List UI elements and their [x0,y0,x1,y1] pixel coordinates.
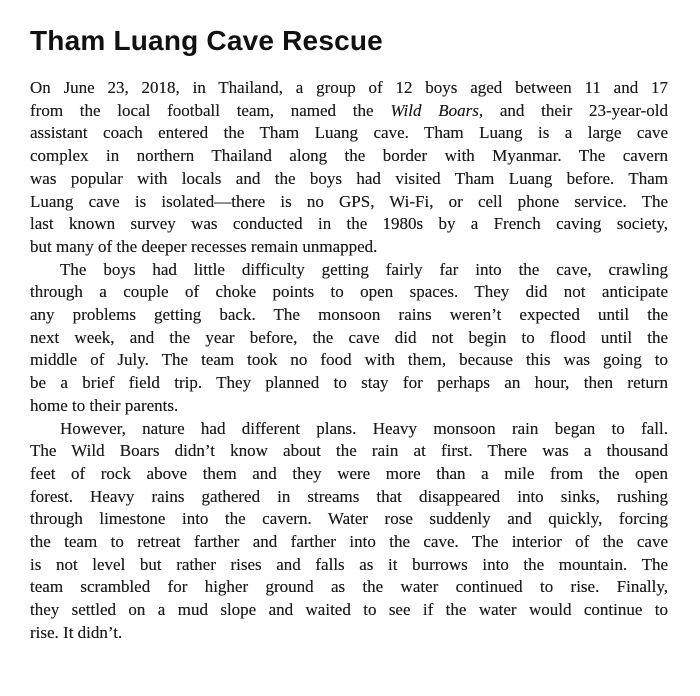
text-segment: they settled on a mud slope and waited to see if the water would continue to [30,600,668,620]
text-segment: rise. It didn’t. [30,622,123,642]
text-segment: team scrambled for higher ground as the water continued to rise. Finally, [30,577,668,597]
text-segment: was popular with locals and the boys had visited Tham Luang before. Tham [30,168,668,188]
text-segment: forest. Heavy rains gathered in streams that disappeared into sinks, rushing [30,486,668,506]
text-segment: but many of the deeper recesses remain unmapped. [30,236,378,256]
text-segment: through a couple of choke points to open spaces. They did not anticipate [30,282,668,302]
text-line [30,327,668,350]
text-line [30,213,668,236]
paragraph [30,259,668,418]
text-line [30,281,668,304]
text-line [30,259,668,282]
text-line [30,418,668,441]
document-body [30,77,668,645]
text-line [30,576,668,599]
text-segment: next week, and the year before, the cave did not begin to flood until the [30,327,668,347]
text-line [30,145,668,168]
text-line [30,100,668,123]
text-segment: through limestone into the cavern. Water rose suddenly and quickly, forcing [30,509,668,529]
text-line [30,77,668,100]
italic-text: Wild Boars [390,100,479,120]
text-segment: middle of July. The team took no food with them, because this was going to [30,350,668,370]
text-line [30,554,668,577]
text-line [30,372,668,395]
text-segment: Luang cave is isolated—there is no GPS, Wi-Fi, or cell phone service. The [30,191,668,211]
text-segment: assistant coach entered the Tham Luang cave. Tham Luang is a large cave [30,123,668,143]
text-line [30,191,668,214]
text-line [30,531,668,554]
text-segment: is not level but rather rises and falls as it burrows into the mountain. The [30,554,668,574]
text-segment: The boys had little difficulty getting fairly far into the cave, crawling [60,259,668,279]
text-line [30,349,668,372]
text-segment: be a brief field trip. They planned to stay for perhaps an hour, then return [30,373,668,393]
paragraph [30,418,668,645]
text-segment: last known survey was conducted in the 1980s by a French caving society, [30,214,668,234]
text-segment: the team to retreat farther and farther into the cave. The interior of the cave [30,532,668,552]
text-line [30,122,668,145]
text-line [30,440,668,463]
text-segment: However, nature had different plans. Heavy monsoon rain began to fall. [60,418,668,438]
text-line [30,236,668,259]
text-segment: home to their parents. [30,395,179,415]
text-segment: , and their 23-year-old [478,100,668,120]
document-title: Tham Luang Cave Rescue [30,25,383,56]
text-segment: feet of rock above them and they were more than a mile from the open [30,463,668,483]
text-line [30,304,668,327]
text-line [30,622,668,645]
text-line [30,463,668,486]
text-line [30,168,668,191]
paragraph [30,77,668,259]
text-segment: On June 23, 2018, in Thailand, a group of 12 boys aged between 11 and 17 [30,78,668,97]
text-segment: The Wild Boars didn’t know about the rain at first. There was a thousand [30,441,668,461]
text-segment: any problems getting back. The monsoon rains weren’t expected until the [30,305,668,325]
text-line [30,486,668,509]
text-segment: complex in northern Thailand along the border with Myanmar. The cavern [30,146,668,166]
text-segment: from the local football team, named the [30,100,391,120]
text-line [30,508,668,531]
text-line [30,395,668,418]
text-line [30,599,668,622]
